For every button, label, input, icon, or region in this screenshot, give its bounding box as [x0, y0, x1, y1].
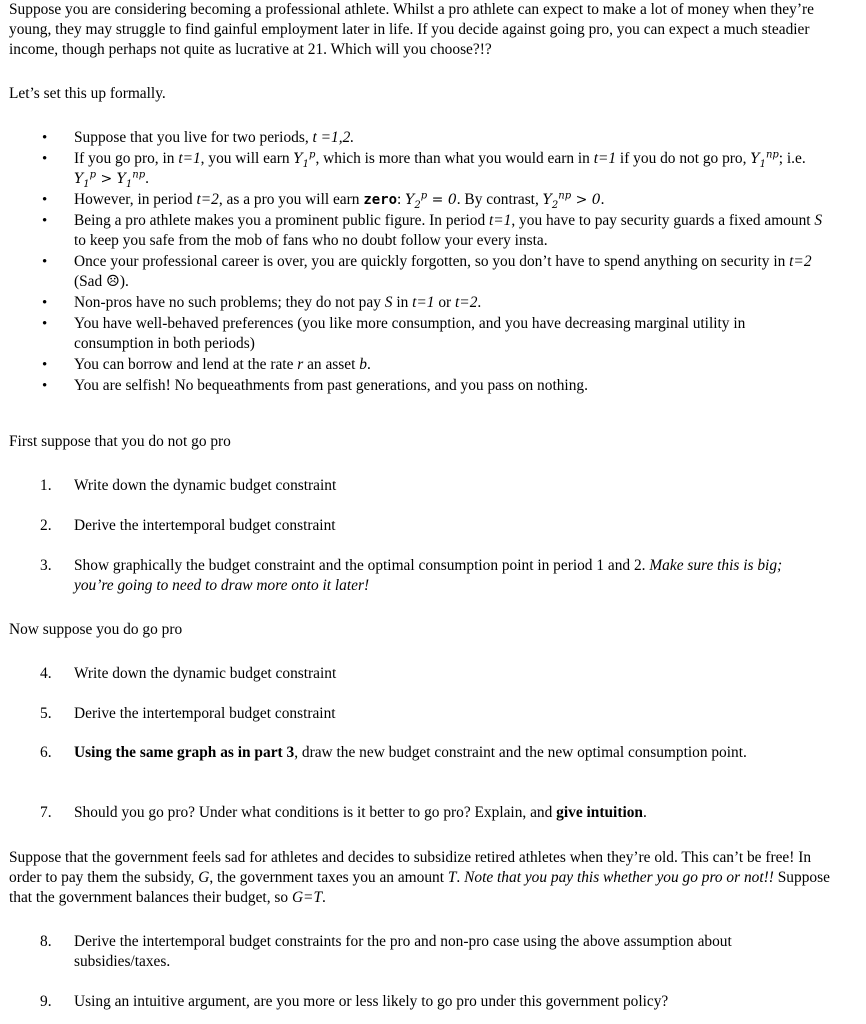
list-item: • Non-pros have no such problems; they do not pay S in t=1 or t=2.: [42, 294, 482, 311]
list-item: • You can borrow and lend at the rate r an asset b.: [42, 356, 371, 373]
question-5: 5. Derive the intertemporal budget constraint: [40, 705, 336, 722]
government-paragraph: Suppose that the government feels sad for athletes and decides to subsidize retired athletes when they’re old. This can’t be free! In order to pay them the subsidy, G, the government taxes you an amount T. Note that you pay this whether you go pro or not!! Suppose that the government balances their budget, so G=T.: [9, 849, 830, 906]
setup-line: Let’s set this up formally.: [9, 85, 166, 102]
bullet-icon: •: [42, 192, 48, 208]
bullet-icon: •: [42, 295, 48, 311]
bullet-icon: •: [42, 357, 48, 373]
list-item: • You have well-behaved preferences (you like more consumption, and you have decreasing marginal utility in consumption in both periods): [42, 315, 746, 352]
list-item: • However, in period t=2, as a pro you will earn zero: $Y_2^p = 0$. By contrast, $Y_2^{np} > 0$.: [42, 190, 605, 211]
question-3: 3. Show graphically the budget constraint and the optimal consumption point in period 1 and 2. Make sure this is big; you’re going to need to draw more onto it later!: [40, 557, 783, 594]
bullet-icon: •: [42, 130, 48, 146]
list-item: • Suppose that you live for two periods, t =1,2.: [42, 129, 355, 146]
question-2: 2. Derive the intertemporal budget constraint: [40, 517, 336, 534]
list-item: • Once your professional career is over, you are quickly forgotten, so you don’t have to spend anything on security in t=2 (Sad ☹).: [42, 253, 812, 290]
list-item: • Being a pro athlete makes you a prominent public figure. In period t=1, you have to pay security guards a fixed amount S to keep you safe from the mob of fans who no doubt follow your every insta.: [42, 212, 823, 249]
question-9: 9. Using an intuitive argument, are you more or less likely to go pro under this government policy?: [40, 993, 669, 1010]
question-8: 8. Derive the intertemporal budget constraints for the pro and non-pro case using the above assumption about subsidies/taxes.: [40, 933, 732, 970]
question-7: 7. Should you go pro? Under what conditions is it better to go pro? Explain, and give intuition.: [40, 804, 647, 821]
bullet-icon: •: [42, 378, 48, 394]
bullet-icon: •: [42, 213, 48, 229]
question-6: 6. Using the same graph as in part 3, draw the new budget constraint and the new optimal consumption point.: [40, 744, 747, 761]
section-heading-non-pro: First suppose that you do not go pro: [9, 433, 231, 450]
list-item: • If you go pro, in t=1, you will earn $Y_1^p$, which is more than what you would earn in t=1 if you do not go pro, $Y_1^{np}$; i.e. $Y_1^p > Y_1^{np}$.: [42, 149, 806, 190]
question-4: 4. Write down the dynamic budget constraint: [40, 665, 337, 682]
section-heading-pro: Now suppose you do go pro: [9, 621, 183, 638]
bullet-icon: •: [42, 254, 48, 270]
bullet-icon: •: [42, 316, 48, 332]
intro-paragraph: Suppose you are considering becoming a professional athlete. Whilst a pro athlete can expect to make a lot of money when they’re young, they may struggle to find gainful employment later in life. If you decide against going pro, you can expect a much steadier income, though perhaps not quite as lucrative at 21. Which will you choose?!?: [9, 1, 814, 58]
list-item: • You are selfish! No bequeathments from past generations, and you pass on nothing.: [42, 377, 588, 394]
question-1: 1. Write down the dynamic budget constraint: [40, 477, 337, 494]
assumptions-list: [0, 128, 866, 397]
bullet-icon: •: [42, 151, 48, 167]
